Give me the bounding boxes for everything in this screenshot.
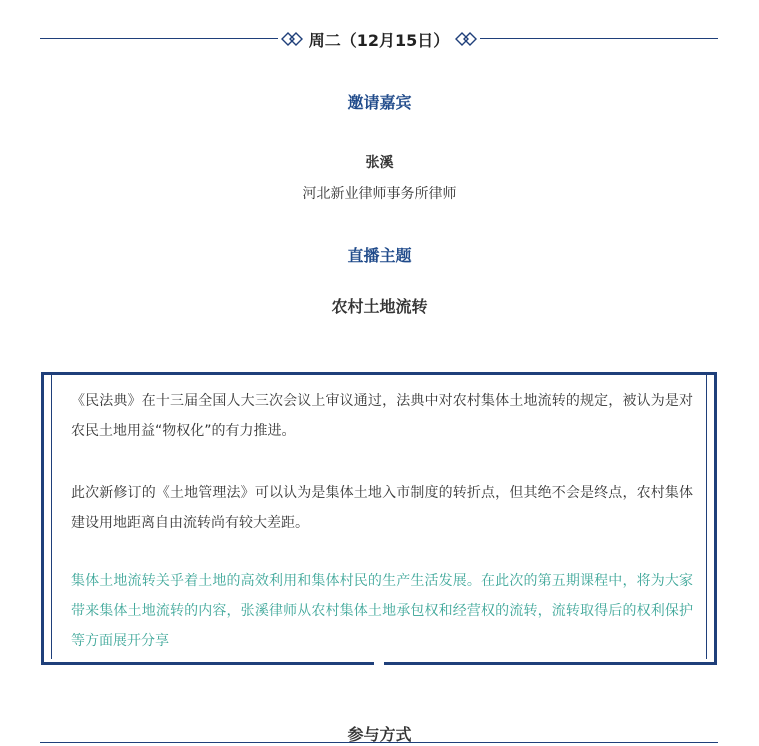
- box-inner-line-left: [51, 375, 52, 659]
- intro-highlight-paragraph: 集体土地流转关乎着土地的高效利用和集体村民的生产生活发展。在此次的第五期课程中，将为大家带来集体土地流转的内容，张溪律师从农村集体土地承包权和经营权的流转，流转取得后的权利保护等方面展开分享: [71, 573, 693, 649]
- box-bottom-border-right: [384, 662, 717, 665]
- double-diamond-icon: [455, 32, 477, 46]
- double-diamond-icon: [281, 32, 303, 46]
- intro-paragraph: 此次新修订的《土地管理法》可以认为是集体土地入市制度的转折点，但其绝不会是终点，农村集体建设用地距离自由流转尚有较大差距。: [71, 485, 693, 531]
- header-line-left: [40, 38, 278, 39]
- participation-divider: [40, 742, 718, 743]
- intro-box: [41, 372, 717, 665]
- intro-paragraph: 《民法典》在十三届全国人大三次会议上审议通过，法典中对农村集体土地流转的规定，被认为是对农民土地用益“物权化”的有力推进。: [71, 393, 693, 439]
- participation-label: 参与方式: [347, 725, 412, 744]
- topic-section-label: 直播主题: [347, 246, 412, 265]
- header-line-right: [480, 38, 718, 39]
- box-bottom-border-left: [41, 662, 374, 665]
- guest-name: 张溪: [365, 155, 394, 171]
- day-title: 周二（12月15日）: [308, 30, 450, 50]
- day-header-center: [278, 22, 480, 56]
- topic-title: 农村土地流转: [331, 297, 428, 316]
- day-header: [40, 22, 718, 56]
- guest-affiliation: 河北新业律师事务所律师: [302, 186, 457, 202]
- box-inner-line-right: [706, 375, 707, 659]
- guest-section-label: 邀请嘉宾: [347, 93, 412, 112]
